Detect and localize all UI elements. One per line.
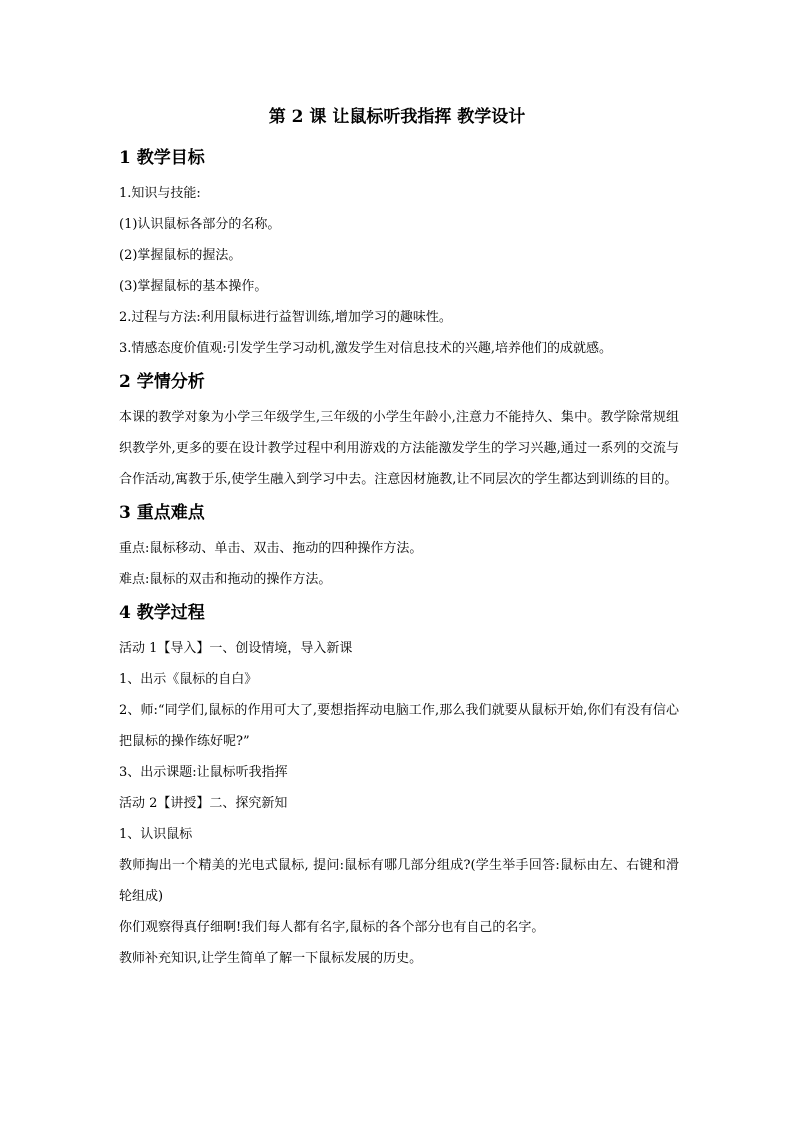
body-line: 2.过程与方法:利用鼠标进行益智训练,增加学习的趣味性。 [119,310,452,325]
section-key-points [119,499,679,595]
document-body [119,144,679,974]
body-line: (1)认识鼠标各部分的名称。 [119,217,281,232]
section-teaching-objectives [119,144,679,364]
section-student-analysis [119,368,679,495]
section-heading: 1 教学目标 [119,148,205,168]
body-line: 活动 1【导入】一、创设情境，导入新课 [119,641,353,656]
body-line: 难点:鼠标的双击和拖动的操作方法。 [119,572,332,587]
body-line: 1、出示《鼠标的自白》 [119,672,258,687]
body-line: (3)掌握鼠标的基本操作。 [119,279,268,294]
body-line: 你们观察得真仔细啊!我们每人都有名字,鼠标的各个部分也有自己的名字。 [119,920,545,935]
body-line: 1.知识与技能: [119,186,201,201]
body-line: 教师掏出一个精美的光电式鼠标, 提问:鼠标有哪几部分组成?(学生举手回答:鼠标由左、右键和滑轮组成) [119,858,679,904]
body-line: 2、师:“同学们,鼠标的作用可大了,要想指挥动电脑工作,那么我们就要从鼠标开始,你们有没有信心把鼠标的操作练好呢?” [119,703,679,749]
body-paragraph: 本课的教学对象为小学三年级学生,三年级的小学生年龄小,注意力不能持久、集中。教学除常规组织教学外,更多的要在设计教学过程中利用游戏的方法能激发学生的学习兴趣,通过一系列的交流与合作活动,寓教于乐,使学生融入到学习中去。注意因材施教,让不同层次的学生都达到训练的目的。 [119,410,679,487]
body-line: 重点:鼠标移动、单击、双击、拖动的四种操作方法。 [119,541,423,556]
section-heading: 4 教学过程 [119,603,205,623]
body-line: 3.情感态度价值观:引发学生学习动机,激发学生对信息技术的兴趣,培养他们的成就感。 [119,341,613,356]
body-line: (2)掌握鼠标的握法。 [119,248,242,263]
body-line: 1、认识鼠标 [119,827,193,842]
body-line: 3、出示课题:让鼠标听我指挥 [119,765,288,780]
section-teaching-process [119,599,679,974]
section-heading: 2 学情分析 [119,372,205,392]
body-line: 活动 2【讲授】二、探究新知 [119,796,288,811]
document-title: 第 2 课 让鼠标听我指挥 教学设计 [268,107,526,127]
section-heading: 3 重点难点 [119,503,205,523]
body-line: 教师补充知识,让学生简单了解一下鼠标发展的历史。 [119,951,423,966]
